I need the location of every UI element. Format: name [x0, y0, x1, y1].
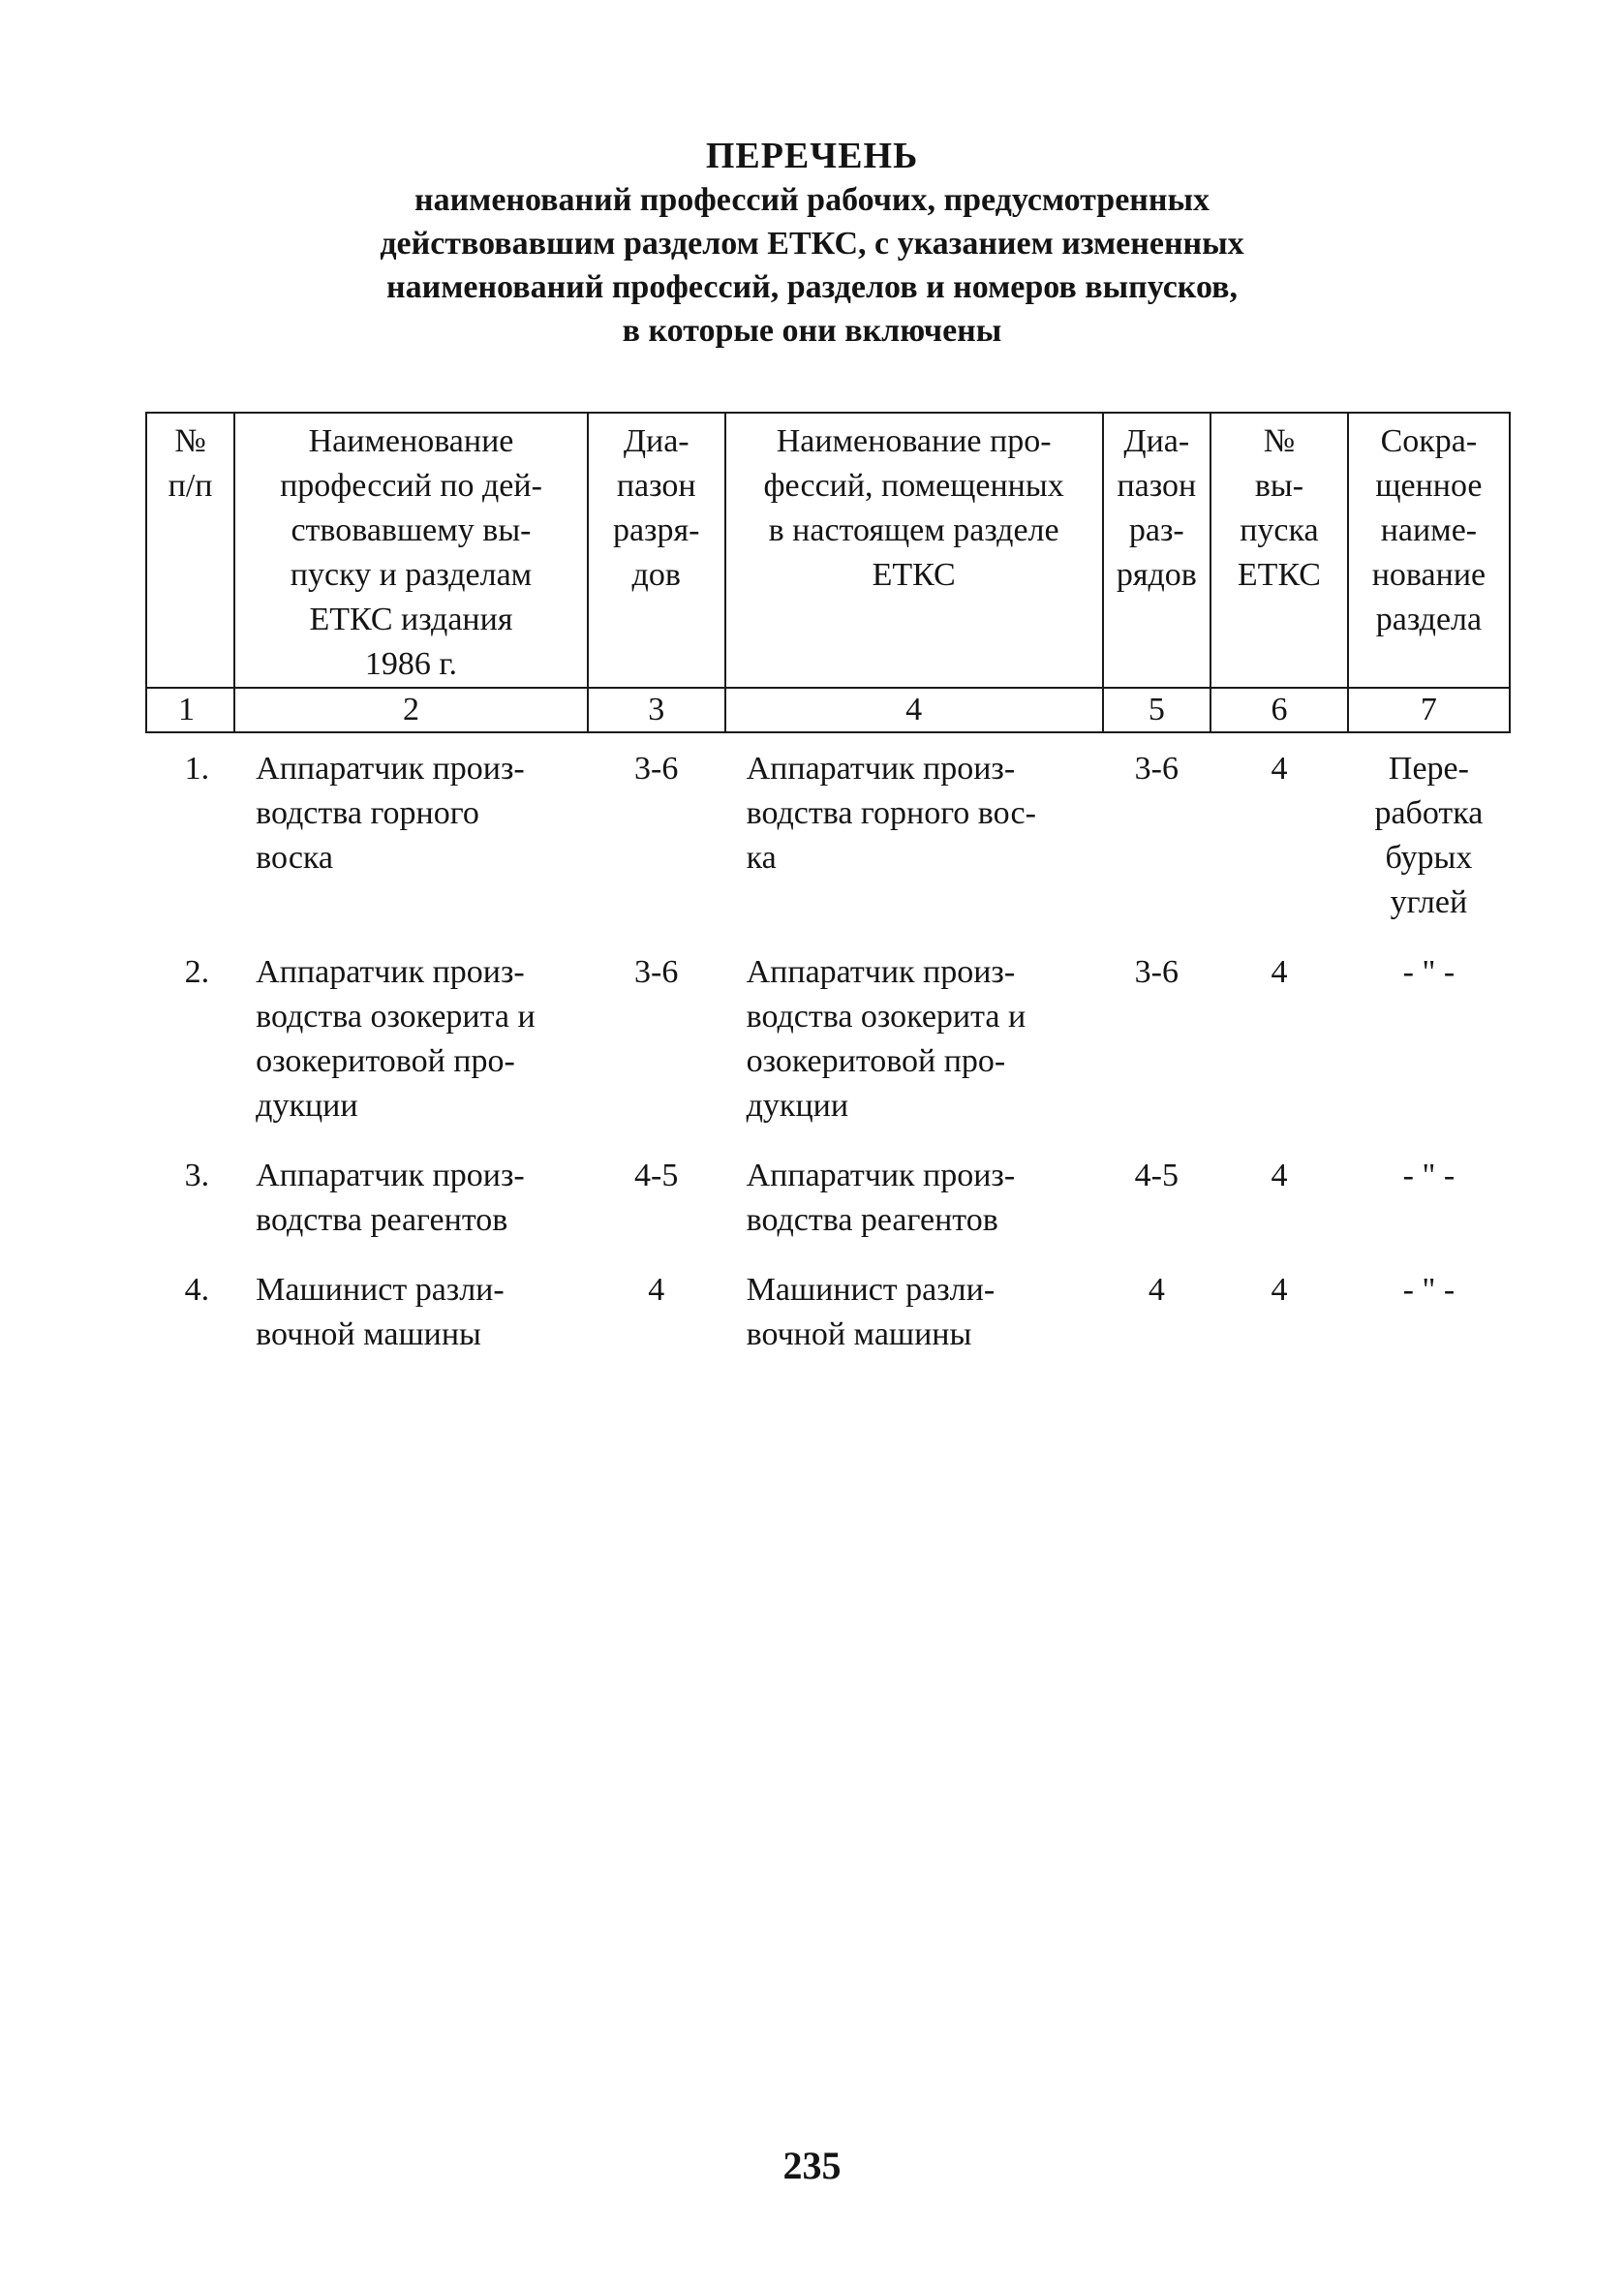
- old-grade-range: 3-6: [634, 751, 679, 787]
- row-number: 2.: [184, 954, 210, 990]
- column-number: 3: [588, 688, 725, 732]
- old-profession-name: Аппаратчик произ- водства горного воска: [256, 751, 525, 876]
- column-number: 7: [1348, 688, 1510, 732]
- new-profession-name: Машинист разли- вочной машины: [746, 1272, 996, 1352]
- row-number: 1.: [184, 751, 210, 787]
- new-grade-range: 4: [1148, 1272, 1165, 1308]
- table-row: [146, 937, 1510, 1140]
- section-name: Пере- работка бурых углей: [1374, 751, 1484, 920]
- new-grade-range: 3-6: [1134, 751, 1179, 787]
- header-section: Сокра- щенное наиме- нование раздела: [1348, 413, 1510, 688]
- table-row: [146, 732, 1510, 937]
- old-grade-range: 4-5: [634, 1158, 679, 1193]
- document-title: [0, 134, 1624, 353]
- row-number: 4.: [184, 1272, 210, 1308]
- header-old-range: Диа- пазон разря- дов: [588, 413, 725, 688]
- row-number: 3.: [184, 1158, 210, 1193]
- issue-number: 4: [1271, 954, 1288, 990]
- old-profession-name: Аппаратчик произ- водства реагентов: [256, 1158, 525, 1238]
- issue-number: 4: [1271, 1272, 1288, 1308]
- section-name: - " -: [1402, 1158, 1455, 1193]
- header-new-name: Наименование про- фессий, помещенных в настоящем разделе ЕТКС: [725, 413, 1103, 688]
- table-row: [146, 1254, 1510, 1369]
- title-heading: ПЕРЕЧЕНЬ: [705, 136, 919, 176]
- table-header-row: [146, 413, 1510, 688]
- column-number: 2: [234, 688, 588, 732]
- header-issue: № вы- пуска ЕТКС: [1210, 413, 1348, 688]
- issue-number: 4: [1271, 751, 1288, 787]
- new-profession-name: Аппаратчик произ- водства озокерита и озокеритовой про- дукции: [746, 954, 1026, 1124]
- column-number-row: [146, 688, 1510, 732]
- professions-table: [145, 412, 1511, 1369]
- old-grade-range: 3-6: [634, 954, 679, 990]
- title-subline: наименований профессий рабочих, предусмотренных: [414, 182, 1210, 218]
- new-profession-name: Аппаратчик произ- водства реагентов: [746, 1158, 1016, 1238]
- new-grade-range: 3-6: [1134, 954, 1179, 990]
- column-number: 1: [146, 688, 234, 732]
- section-name: - " -: [1402, 1272, 1455, 1308]
- title-subline: наименований профессий, разделов и номеров выпусков,: [386, 269, 1238, 305]
- column-number: 6: [1210, 688, 1348, 732]
- column-number: 5: [1103, 688, 1210, 732]
- title-subline: в которые они включены: [622, 313, 1002, 349]
- table-row: [146, 1140, 1510, 1254]
- new-profession-name: Аппаратчик произ- водства горного вос- ка: [746, 751, 1036, 876]
- new-grade-range: 4-5: [1134, 1158, 1179, 1193]
- old-profession-name: Аппаратчик произ- водства озокерита и озокеритовой про- дукции: [256, 954, 536, 1124]
- page-number: 235: [782, 2144, 842, 2187]
- old-profession-name: Машинист разли- вочной машины: [256, 1272, 505, 1352]
- column-number: 4: [725, 688, 1103, 732]
- title-subline: действовавшим разделом ЕТКС, с указанием измененных: [380, 226, 1244, 262]
- old-grade-range: 4: [648, 1272, 665, 1308]
- section-name: - " -: [1402, 954, 1455, 990]
- header-new-range: Диа- пазон раз- рядов: [1103, 413, 1210, 688]
- header-number: № п/п: [146, 413, 234, 688]
- header-old-name: Наименование профессий по дей- ствовавшему вы- пуску и разделам ЕТКС издания 1986 г.: [234, 413, 588, 688]
- issue-number: 4: [1271, 1158, 1288, 1193]
